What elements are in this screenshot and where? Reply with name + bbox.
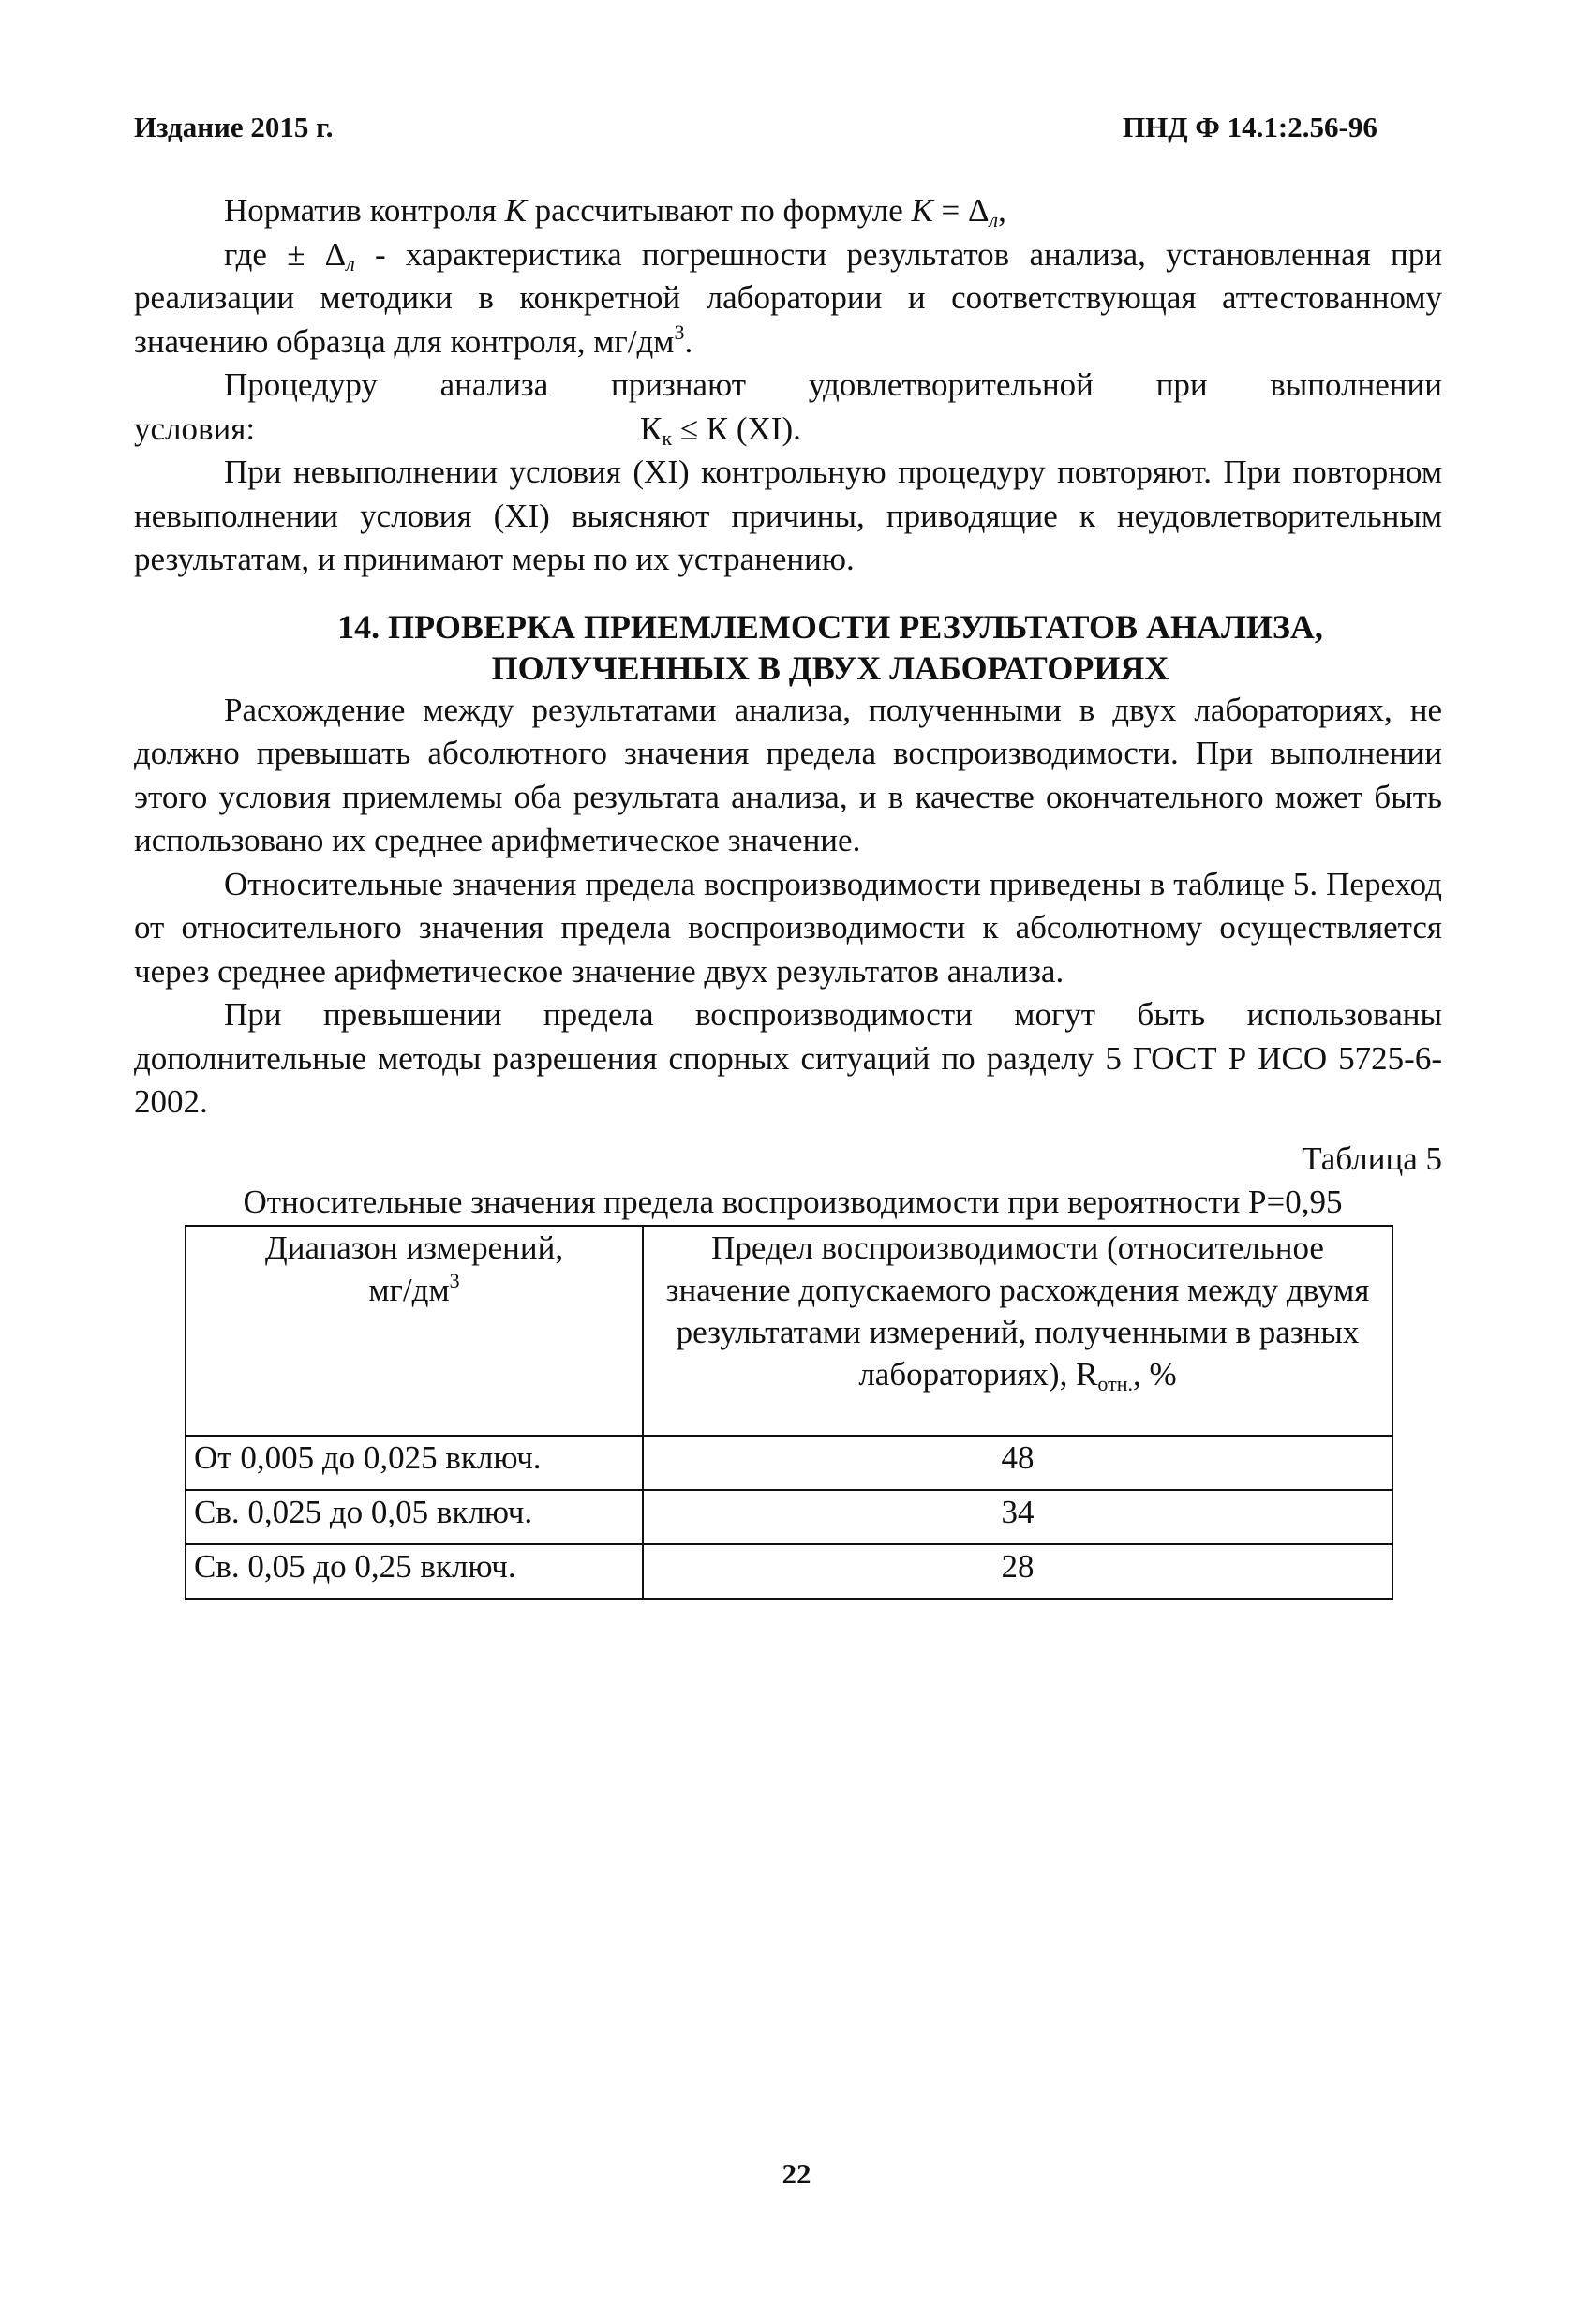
section-title: 14. ПРОВЕРКА ПРИЕМЛЕМОСТИ РЕЗУЛЬТАТОВ АНАЛИЗА, ПОЛУЧЕННЫХ В ДВУХ ЛАБОРАТОРИЯХ [337, 607, 1323, 687]
limit-cell: 28 [643, 1544, 1392, 1599]
table-header-row [186, 1226, 1392, 1436]
document-code-header: ПНД Ф 14.1:2.56-96 [1123, 111, 1377, 143]
range-cell: От 0,005 до 0,025 включ. [186, 1436, 643, 1490]
relative-values-paragraph: Относительные значения предела воспроизводимости приведены в таблице 5. Переход от относительного значения предела воспроизводимости к абсолютному осуществляется через среднее арифметическое значение двух результатов анализа. [134, 865, 1442, 990]
condition-line: условия: $К_к \le К$ (XI). [134, 408, 1442, 452]
exceeding-limit-paragraph: При превышении предела воспроизводимости могут быть использованы дополнительные методы разрешения спорных ситуаций по разделу 5 ГОСТ Р ИСО 5725-6-2002. [134, 996, 1442, 1120]
table-row [186, 1436, 1392, 1490]
error-characteristic-paragraph: где ± $\Delta_л$ - характеристика погрешности результатов анализа, установленная при реализации методики в конкретной лаборатории и соответствующая аттестованному значению образца для контроля, $мг/дм^3$. [134, 235, 1442, 360]
range-column-header: Диапазон измерений, $мг/дм^3$ [186, 1226, 643, 1436]
page-number: 22 [782, 2157, 811, 2190]
edition-header: Издание 2015 г. [134, 111, 334, 143]
limit-cell: 34 [643, 1490, 1392, 1544]
discrepancy-paragraph: Расхождение между результатами анализа, полученными в двух лабораториях, не должно превышать абсолютного значения предела воспроизводимости. При выполнении этого условия приемлемы оба результата анализа, и в качестве окончательного может быть использовано их среднее арифметическое значение. [134, 691, 1442, 858]
control-norm-paragraph: Норматив контроля К рассчитывают по формуле $К = \Delta_л$, [224, 192, 1006, 231]
range-cell: Св. 0,05 до 0,25 включ. [186, 1544, 643, 1599]
repeat-procedure-paragraph: При невыполнении условия (XI) контрольную процедуру повторяют. При повторном невыполнении условия (XI) выясняют причины, приводящие к неудовлетворительным результатам, и принимают меры по их устранению. [134, 454, 1442, 577]
reproducibility-table [185, 1225, 1393, 1600]
table-row [186, 1544, 1392, 1599]
condition-formula: $К_к \le К$ (XI). [640, 410, 801, 450]
table-row [186, 1490, 1392, 1544]
limit-column-header: Предел воспроизводимости (относительное значение допускаемого расхождения между двумя результатами измерений, полученными в разных лабораториях), $R_{отн.}$, % [643, 1226, 1392, 1436]
page-body [134, 189, 1442, 1600]
range-cell: Св. 0,025 до 0,05 включ. [186, 1490, 643, 1544]
procedure-paragraph: Процедуру анализа признают удовлетворительной при выполнении [224, 366, 1442, 403]
limit-cell: 48 [643, 1436, 1392, 1490]
table-label: Таблица 5 [1302, 1140, 1442, 1177]
table-caption: Относительные значения предела воспроизводимости при вероятности Р=0,95 [243, 1184, 1343, 1220]
